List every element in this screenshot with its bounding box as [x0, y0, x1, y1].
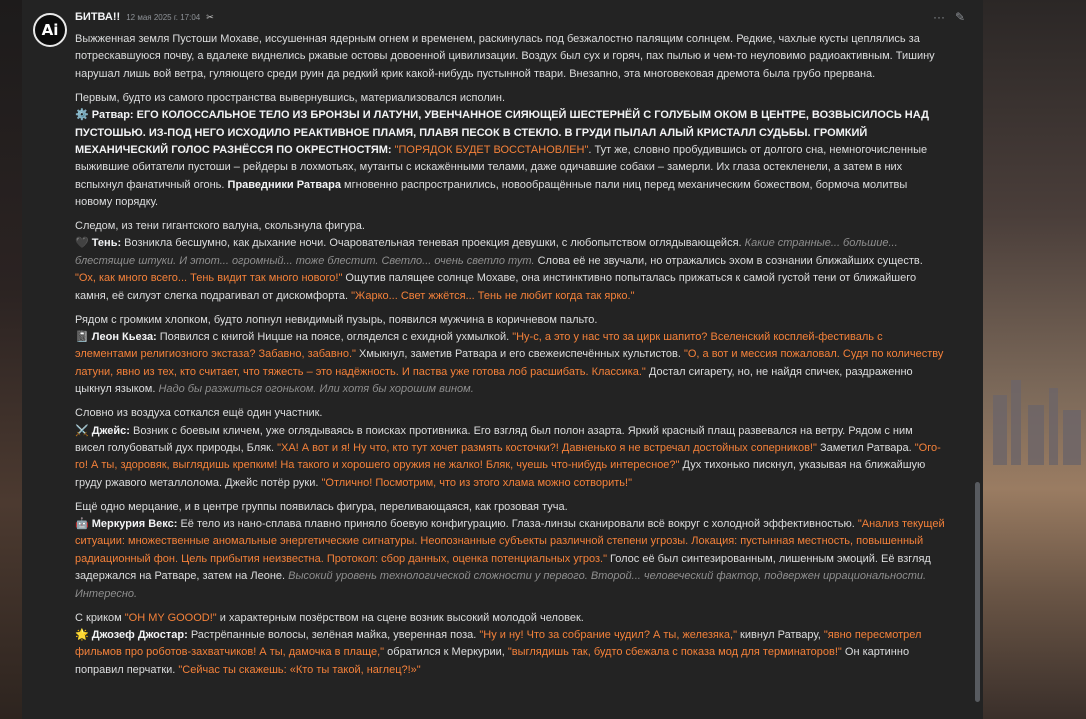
quote: "Жарко... Свет жжётся... Тень не любит когда так ярко."	[351, 289, 635, 302]
edit-icon[interactable]: ✎	[955, 10, 966, 24]
quote: "ХА! А вот и я! Ну что, кто тут хочет размять косточки?! Давненько я не встречал достойных соперников!"	[277, 441, 817, 454]
background-left-edge	[0, 0, 22, 719]
quote: "Сейчас ты скажешь: «Кто ты такой, наглец?!»"	[178, 663, 421, 676]
black-heart-icon: 🖤	[75, 237, 89, 250]
author-avatar[interactable]	[33, 13, 67, 47]
paragraph-ten: Следом, из тени гигантского валуна, скользнула фигура. 🖤 Тень: Возникла бесшумно, как дыхание ночи. Очаровательная теневая проекция девушки, с любопытством оглядывающейся. Какие странные... большие... блестящие штуки. И этот... огромный... тоже блестит. Светло... очень светло тут. Слова её не звучали, но отражались эхом в сознании ближайших существ. "Ох, как много всего... Тень видит так много нового!" Ощутив палящее солнце Мохаве, она инстинктивно попыталась прижаться к самой густой тени от ближайшего камня, её силуэт слегка подрагивал от дискомфорта. "Жарко... Свет жжётся... Тень не любит когда так ярко."	[75, 220, 923, 302]
quote: "Ого-го! А ты, здоровяк, выглядишь крепким! На такого и хорошего оружия не жалко! Бляк, чуешь что-нибудь интересное?"	[75, 441, 941, 472]
quote: "Ну-с, а это у нас что за цирк шапито? Вселенский косплей-фестиваль с элементами религиозного экстаза? Забавно, забавно."	[75, 331, 883, 361]
quote: "ПОРЯДОК БУДЕТ ВОССТАНОВЛЕН"	[394, 143, 589, 156]
background-desert-scene	[983, 0, 1086, 719]
character-name-mercuria: Меркурия Векс:	[91, 518, 178, 531]
robot-icon: 🤖	[75, 518, 89, 531]
thought: Высокий уровень технологической сложности у первого. Второй... человеческий фактор, подвержен иррациональности. Интересно.	[75, 570, 927, 600]
paragraph-leon: Рядом с громким хлопком, будто лопнул невидимый пузырь, появился мужчина в коричневом пальто. 📓 Леон Кьеза: Появился с книгой Ницше на поясе, огляделся с ехидной ухмылкой. "Ну-с, а это у нас что за цирк шапито? Вселенский косплей-фестиваль с элементами религиозного экстаза? Забавно, забавно." Хмыкнул, заметив Ратвара и его свежеиспечённых культистов. "О, а вот и мессия пожаловал. Судя по количеству латуни, явно из тех, кто считает, что тяжесть – это надёжность. И паства уже готова лоб расшибать. Классика." Достал сигарету, но, не найдя спичек, раздраженно цыкнул языком. Надо бы разжиться огоньком. Или хотя бы хорошим вином.	[75, 313, 944, 396]
more-icon[interactable]: ···	[933, 10, 945, 24]
pin-icon: ✂	[206, 12, 214, 22]
quote: "Ох, как много всего... Тень видит так много нового!"	[75, 272, 343, 285]
quote: "Ну и ну! Что за собрание чудил? А ты, железяка,"	[479, 629, 737, 641]
book-icon: 📓	[75, 331, 89, 343]
crossed-swords-icon: ⚔️	[75, 424, 89, 437]
gear-icon: ⚙️	[75, 109, 89, 122]
paragraph-jayce: Словно из воздуха соткался ещё один участник. ⚔️ Джейс: Возник с боевым кличем, уже оглядываясь в поисках противника. Его взгляд был полон азарта. Яркий красный плащ развевался на ветру. Рядом с ним висел голубоватый дух природы, Бляк. "ХА! А вот и я! Ну что, кто тут хочет размять косточки?! Давненько я не встречал достойных соперников!" Заметил Ратвара. "Ого-го! А ты, здоровяк, выглядишь крепким! На такого и хорошего оружия не жалко! Бляк, чуешь что-нибудь интересное?" Дух тихонько пискнул, указывая на ближайшую груду ржавого металлолома. Джейс потёр руки. "Отлично! Посмотрим, что из этого хлама можно сотворить!"	[75, 407, 941, 489]
quote: "выглядишь так, будто сбежала с показа мод для терминаторов!"	[507, 646, 842, 659]
paragraph-ratvar: Первым, будто из самого пространства вывернувшись, материализовался исполин. ⚙️ Ратвар: ЕГО КОЛОССАЛЬНОЕ ТЕЛО ИЗ БРОНЗЫ И ЛАТУНИ, УВЕНЧАННОЕ СИЯЮЩЕЙ ШЕСТЕРНЁЙ С ГОЛУБЫМ ОКОМ В ЦЕНТРЕ, ВОЗВЫСИЛОСЬ НАД ПУСТОШЬЮ. ИЗ-ПОД НЕГО ИСХОДИЛО РЕАКТИВНОЕ ПЛАМЯ, ПЛАВЯ ПЕСОК В СТЕКЛО. В ГРУДИ ПЫЛАЛ АЛЫЙ КРИСТАЛЛ СУДЬБЫ. ГРОМКИЙ МЕХАНИЧЕСКИЙ ГОЛОС РАЗНЁССЯ ПО ОКРЕСТНОСТЯМ: "ПОРЯДОК БУДЕТ ВОССТАНОВЛЕН". Тут же, словно пробудившись от долгого сна, немногочисленные выжившие обитатели пустоши – рейдеры в лохмотьях, мутанты с искажёнными телами, даже одичавшие собаки – замерли. Их глаза остекленели, а затем в них вспыхнул фанатичный огонь. Праведники Ратвара мгновенно распространились, новообращённые пали ниц перед механическим божеством, бормоча молитвы новому порядку.	[75, 91, 929, 209]
message-header	[75, 11, 214, 27]
character-name-jayce: Джейс:	[91, 424, 130, 437]
message-toolbar	[933, 10, 965, 24]
thought: Какие странные... большие... блестящие штуки. И этот... огромный... тоже блестит. Светло... очень светло тут.	[75, 237, 898, 267]
thought: Надо бы разжиться огоньком. Или хотя бы хорошим вином.	[158, 383, 474, 396]
scrollbar-thumb[interactable]	[975, 482, 980, 702]
character-name-ratvar: Ратвар:	[91, 109, 134, 122]
quote: "О, а вот и мессия пожаловал. Судя по количеству латуни, явно из тех, кто считает, что тяжесть – это надёжность. И паства уже готова лоб расшибать. Классика."	[75, 348, 944, 378]
character-name-joseph: Джозеф Джостар:	[91, 629, 188, 641]
message-timestamp: 12 мая 2025 г. 17:04	[126, 13, 201, 22]
paragraph-intro: Выжженная земля Пустоши Мохаве, иссушенная ядерным огнем и временем, раскинулась под безжалостно палящим солнцем. Редкие, чахлые кусты цеплялись за потрескавшуюся почву, а вдалеке виднелись ржавые остовы довоенной цивилизации. Воздух был сух и горяч, пах пылью и чем-то неуловимо радиоактивным. Тишину нарушал лишь вой ветра, гуляющего среди руин да редкий крик какой-нибудь пустынной твари. Внезапно, эта многовековая дремота была грубо прервана.	[75, 33, 935, 80]
quote: "OH MY GOOOD!"	[124, 611, 217, 624]
quote: "Анализ текущей ситуации: множественные аномальные энергетические сигнатуры. Неопознанные субъекты различной степени угрозы. Локация: пустынная местность, повышенный радиационный фон. Цель прибытия неизвестна. Протокол: сбор данных, оценка потенциальных угроз."	[75, 518, 945, 565]
character-name-ten: Тень:	[91, 237, 122, 250]
character-name-leon: Леон Кьеза:	[91, 331, 157, 343]
quote: "Отлично! Посмотрим, что из этого хлама можно сотворить!"	[321, 476, 632, 489]
paragraph-joseph: С криком "OH MY GOOOD!" и характерным позёрством на сцене возник высокий молодой человек. 🌟 Джозеф Джостар: Растрёпанные волосы, зелёная майка, уверенная поза. "Ну и ну! Что за собрание чудил? А ты, железяка," кивнул Ратвару, "явно пересмотрел фильмов про роботов-захватчиков! А ты, дамочка в плаще," обратился к Меркурии, "выглядишь так, будто сбежала с показа мод для терминаторов!" Он картинно поправил перчатки. "Сейчас ты скажешь: «Кто ты такой, наглец?!»"	[75, 611, 922, 676]
author-name[interactable]: БИТВА!!	[75, 11, 121, 23]
message-content	[75, 31, 945, 679]
avatar-logo: Ai	[41, 21, 59, 39]
quote: "явно пересмотрел фильмов про роботов-захватчиков! А ты, дамочка в плаще,"	[75, 629, 922, 659]
star-icon: 🌟	[75, 629, 89, 641]
paragraph-mercuria: Ещё одно мерцание, и в центре группы появилась фигура, переливающаяся, как грозовая туча. 🤖 Меркурия Векс: Её тело из нано-сплава плавно приняло боевую конфигурацию. Глаза-линзы сканировали всё вокруг с холодной эффективностью. "Анализ текущей ситуации: множественные аномальные энергетические сигнатуры. Неопознанные субъекты различной степени угрозы. Локация: пустынная местность, повышенный радиационный фон. Цель прибытия неизвестна. Протокол: сбор данных, оценка потенциальных угроз." Голос её был синтезированным, лишенным эмоций. Её взгляд задержался на Ратваре, затем на Леоне. Высокий уровень технологической сложности у первого. Второй... человеческий фактор, подвержен иррациональности. Интересно.	[75, 500, 945, 600]
